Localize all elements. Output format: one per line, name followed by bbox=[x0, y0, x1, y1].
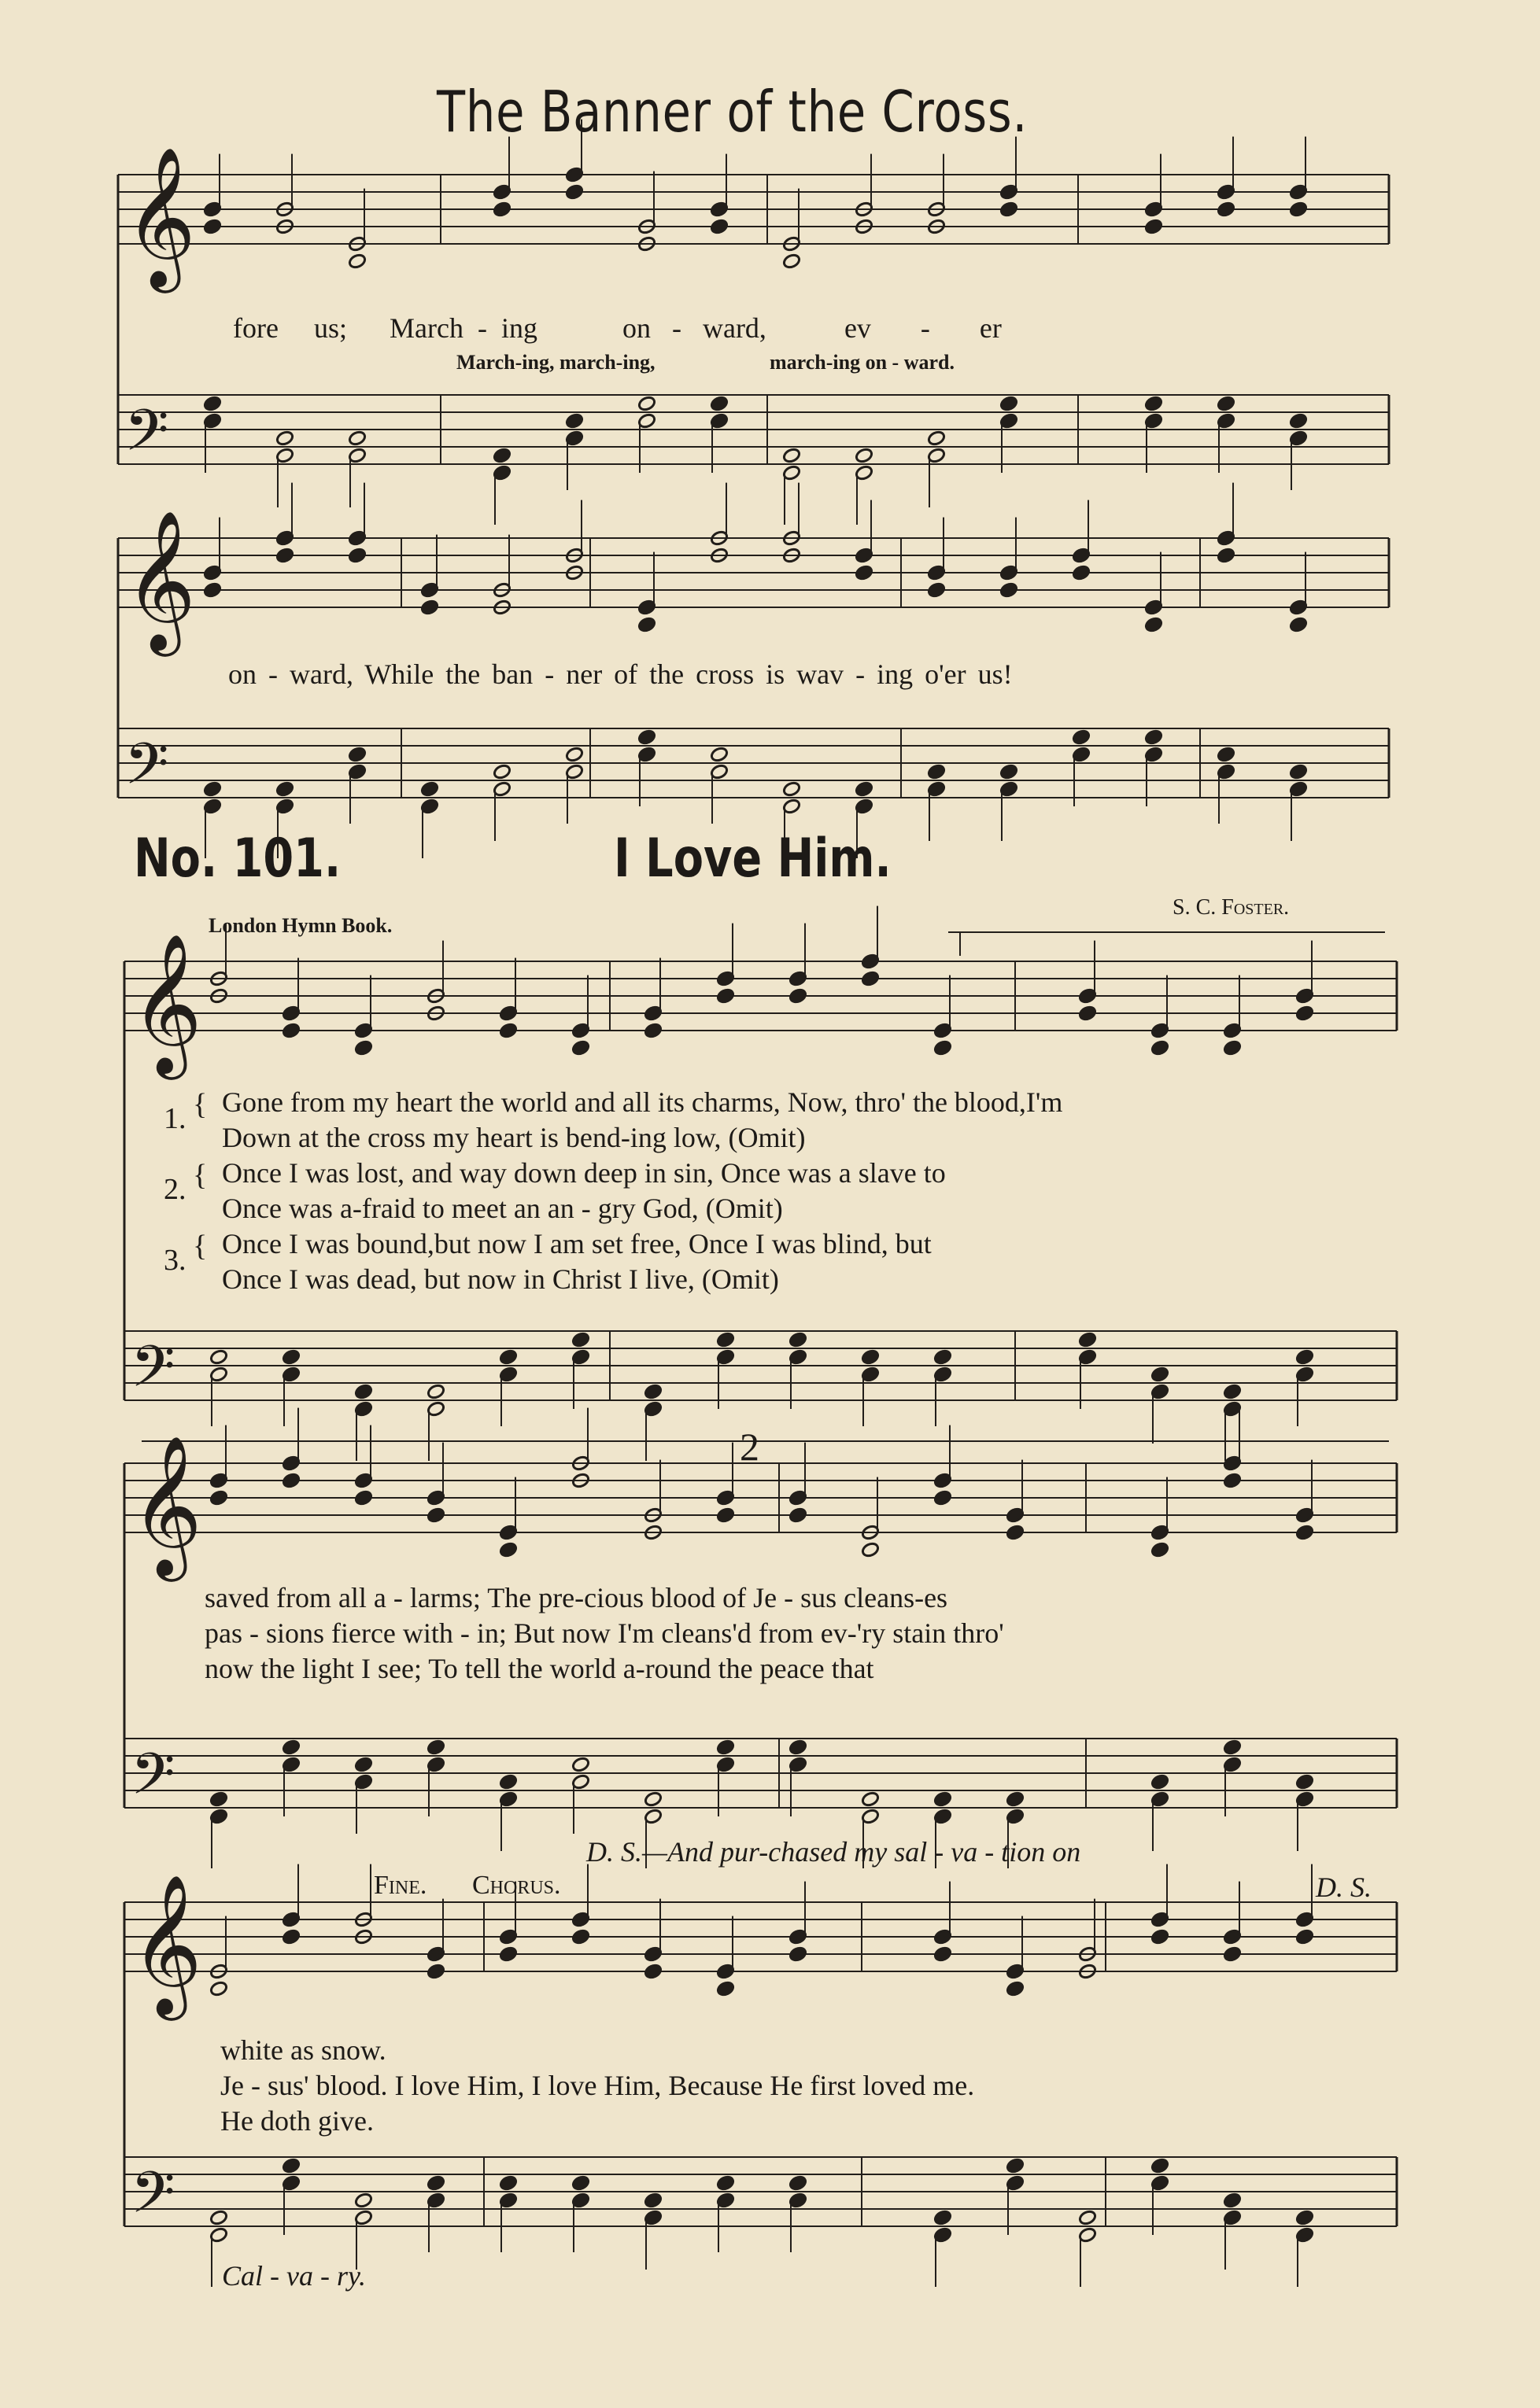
svg-text:𝄢: 𝄢 bbox=[131, 1740, 175, 1821]
svg-text:𝄞: 𝄞 bbox=[131, 1435, 203, 1576]
composer: S. C. Foster. bbox=[1173, 895, 1290, 920]
svg-text:𝄞: 𝄞 bbox=[131, 1874, 203, 2015]
fine-mark: Fine. bbox=[374, 1871, 427, 1900]
verse-number: 3. bbox=[164, 1244, 186, 1277]
lyric-line: now the light I see; To tell the world a-round the peace that bbox=[205, 1653, 874, 1684]
svg-text:𝄞: 𝄞 bbox=[131, 933, 203, 1074]
svg-text:𝄞: 𝄞 bbox=[124, 146, 197, 287]
brace: { bbox=[193, 1088, 208, 1121]
verse-line: Gone from my heart the world and all its charms, Now, thro' the blood,I'm bbox=[222, 1086, 1063, 1118]
verse-line: Once was a-fraid to meet an an - gry God, (Omit) bbox=[222, 1193, 783, 1224]
svg-text:𝄞: 𝄞 bbox=[124, 510, 197, 651]
verse-number: 2. bbox=[164, 1173, 186, 1206]
lyric-line: on - ward, While the ban - ner of the cross is wav - ing o'er us! bbox=[228, 658, 1013, 690]
ds-mark: D. S. bbox=[1316, 1871, 1372, 1903]
bass-lyric: march-ing on - ward. bbox=[770, 351, 955, 374]
hymn-title: The Banner of the Cross. bbox=[437, 79, 1029, 145]
verse-line: Once I was bound,but now I am set free, Once I was blind, but bbox=[222, 1228, 932, 1259]
verse-line: Once I was lost, and way down deep in sin, Once was a slave to bbox=[222, 1157, 946, 1189]
hymn-title: I Love Him. bbox=[614, 828, 892, 890]
verse-line: Down at the cross my heart is bend-ing low, (Omit) bbox=[222, 1122, 806, 1153]
verse-number: 1. bbox=[164, 1102, 186, 1135]
lyric-line: He doth give. bbox=[220, 2105, 374, 2137]
ds-line: D. S.—And pur-chased my sal - va - tion on bbox=[586, 1836, 1081, 1868]
ending-number: 2 bbox=[740, 1425, 759, 1469]
brace: { bbox=[193, 1230, 208, 1263]
lyric-line: saved from all a - larms; The pre-cious blood of Je - sus cleans-es bbox=[205, 1582, 948, 1613]
chorus-mark: Chorus. bbox=[472, 1871, 561, 1900]
svg-text:𝄢: 𝄢 bbox=[124, 396, 169, 478]
verse-line: Once I was dead, but now in Christ I live, (Omit) bbox=[222, 1263, 779, 1295]
lyric-line: white as snow. bbox=[220, 2034, 386, 2066]
brace: { bbox=[193, 1159, 208, 1192]
hymn-number: No. 101. bbox=[134, 828, 342, 890]
lyric-line: fore us; March - ing on - ward, ev - er bbox=[233, 312, 1002, 344]
lyric-line: Je - sus' blood. I love Him, I love Him, Because He first loved me. bbox=[220, 2070, 975, 2101]
final-lyric: Cal - va - ry. bbox=[222, 2260, 366, 2292]
source: London Hymn Book. bbox=[209, 914, 393, 937]
bass-lyric: March-ing, march-ing, bbox=[456, 351, 656, 374]
lyric-line: pas - sions fierce with - in; But now I'm cleans'd from ev-'ry stain thro' bbox=[205, 1617, 1004, 1649]
svg-text:𝄢: 𝄢 bbox=[131, 1333, 175, 1414]
svg-text:𝄢: 𝄢 bbox=[124, 730, 169, 811]
svg-text:𝄢: 𝄢 bbox=[131, 2159, 175, 2240]
